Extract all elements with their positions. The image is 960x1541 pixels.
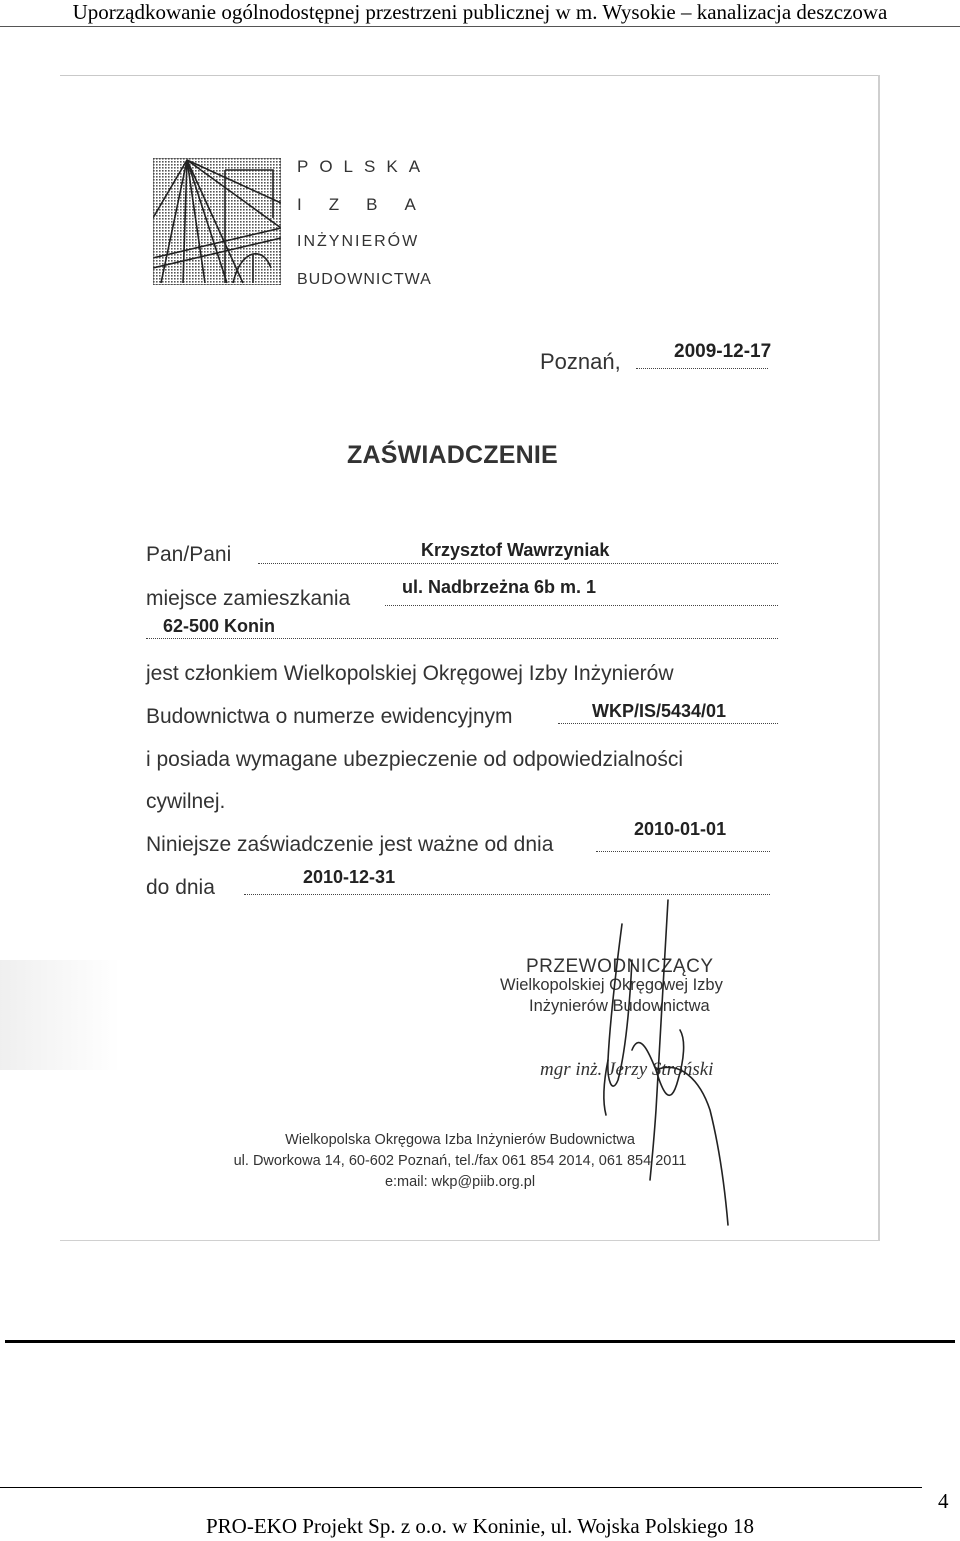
person-label: Pan/Pani <box>146 543 232 566</box>
valid-from-label: Niniejsze zaświadczenie jest ważne od dnia <box>146 833 554 856</box>
chamber-contact-line: ul. Dworkowa 14, 60-602 Poznań, tel./fax 061 854 2014, 061 854 2011 <box>233 1153 687 1169</box>
dotted-line <box>385 605 778 606</box>
running-header: Uporządkowanie ogólnodostępnej przestrzeni publicznej w m. Wysokie – kanalizacja deszczowa <box>72 0 888 24</box>
valid-from-date: 2010-01-01 <box>634 819 727 839</box>
piib-logo-icon <box>153 158 281 285</box>
org-name <box>297 152 443 302</box>
running-footer: PRO-EKO Projekt Sp. z o.o. w Koninie, ul. Wojska Polskiego 18 <box>206 1514 754 1538</box>
dotted-line <box>558 723 778 724</box>
header-rule <box>0 26 960 27</box>
org-name-line: IZBA <box>297 194 443 214</box>
chamber-contact-line: e:mail: wkp@piib.org.pl <box>384 1174 536 1190</box>
issue-date: 2009-12-17 <box>674 341 772 362</box>
residence-label: miejsce zamieszkania <box>146 587 351 610</box>
scan-edge <box>878 75 880 1240</box>
section-rule <box>5 1340 955 1343</box>
chair-title: PRZEWODNICZĄCY <box>526 956 714 977</box>
body-text: Budownictwa o numerze ewidencyjnym <box>146 705 513 728</box>
scan-shadow <box>0 960 120 1070</box>
org-name-line: POLSKA <box>297 157 432 176</box>
org-name-line: INŻYNIERÓW <box>297 233 420 250</box>
chair-organization: Inżynierów Budownictwa <box>529 997 710 1015</box>
chair-name: mgr inż. Jerzy Stroński <box>540 1059 714 1080</box>
chamber-contact-line: Wielkopolska Okręgowa Izba Inżynierów Budownictwa <box>285 1132 635 1148</box>
org-name-line: BUDOWNICTWA <box>297 270 432 288</box>
chamber-contact <box>200 1130 720 1193</box>
body-text: cywilnej. <box>146 790 226 813</box>
address-line: 62-500 Konin <box>163 616 276 636</box>
valid-to-label: do dnia <box>146 876 215 899</box>
dotted-line <box>636 368 768 369</box>
dotted-line <box>146 638 778 639</box>
body-text: jest członkiem Wielkopolskiej Okręgowej Izby Inżynierów <box>146 662 674 685</box>
body-text: i posiada wymagane ubezpieczenie od odpowiedzialności <box>146 748 684 771</box>
address-line: ul. Nadbrzeżna 6b m. 1 <box>402 577 597 597</box>
chair-organization: Wielkopolskiej Okręgowej Izby <box>500 976 723 994</box>
dotted-line <box>596 851 770 852</box>
scan-edge <box>60 75 880 76</box>
page-number: 4 <box>938 1489 949 1513</box>
dotted-line <box>258 563 778 564</box>
person-name: Krzysztof Wawrzyniak <box>421 540 610 560</box>
place-label: Poznań, <box>540 349 621 374</box>
scan-edge <box>60 1240 880 1241</box>
valid-to-date: 2010-12-31 <box>303 867 396 887</box>
footer-rule <box>0 1487 922 1488</box>
scanned-certificate <box>0 60 960 1260</box>
membership-number: WKP/IS/5434/01 <box>592 701 727 721</box>
document-title: ZAŚWIADCZENIE <box>347 441 558 469</box>
